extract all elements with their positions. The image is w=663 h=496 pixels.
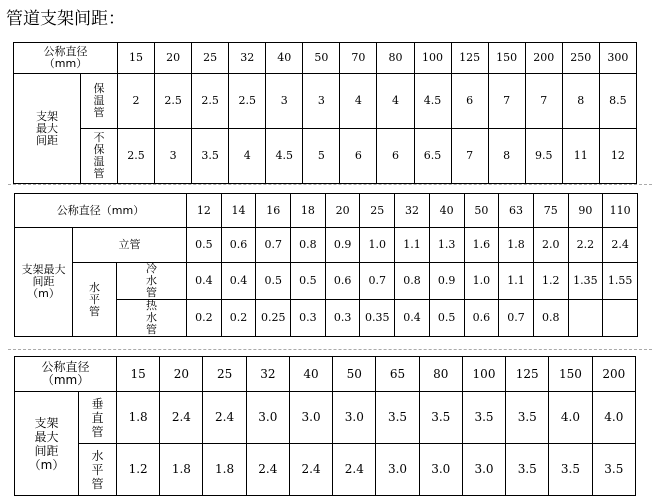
spacing-cell: 3.0 [289,392,332,444]
spacing-cell: 0.7 [499,300,534,337]
header-label: 公称直径（mm） [15,194,187,228]
spacing-cell: 0.25 [256,300,291,337]
row-label: 水 平 管 [79,444,117,496]
diameter-cell: 250 [562,43,599,74]
spacing-cell: 0.9 [325,228,360,263]
group-label: 支架 最大 间距 （m） [15,392,79,496]
spacing-cell: 3.5 [506,392,549,444]
spacing-cell: 0.5 [256,263,291,300]
pipe-support-table-2 [14,193,638,337]
spacing-cell: 0.6 [325,263,360,300]
spacing-cell: 3.0 [246,392,289,444]
pipe-support-table-3 [14,356,636,496]
diameter-cell: 40 [429,194,464,228]
spacing-cell: 1.55 [603,263,638,300]
spacing-cell: 4.5 [266,129,303,184]
header-row [15,194,638,228]
horizontal-pipe-label: 水 平 管 [73,263,117,337]
spacing-cell: 2.5 [118,129,155,184]
spacing-cell: 0.8 [395,263,430,300]
diameter-cell: 90 [568,194,603,228]
spacing-cell: 3.0 [333,392,376,444]
diameter-cell: 16 [256,194,291,228]
spacing-cell: 3.5 [376,392,419,444]
data-row [15,228,638,263]
data-row [15,392,636,444]
row-label: 保 温 管 [81,74,118,129]
spacing-cell: 2.5 [229,74,266,129]
spacing-cell: 8.5 [599,74,636,129]
spacing-cell: 11 [562,129,599,184]
diameter-cell: 32 [395,194,430,228]
diameter-cell: 150 [488,43,525,74]
spacing-cell: 3 [155,129,192,184]
spacing-cell: 3.5 [506,444,549,496]
spacing-cell: 0.7 [256,228,291,263]
diameter-cell: 125 [506,357,549,392]
pipe-support-table-1 [13,42,637,184]
spacing-cell: 3.5 [462,392,505,444]
diameter-cell: 20 [325,194,360,228]
spacing-cell: 3.0 [419,444,462,496]
row-label: 不 保 温 管 [81,129,118,184]
vertical-pipe-label: 立管 [73,228,187,263]
header-label: 公称直径 （mm） [15,357,117,392]
spacing-cell: 4 [229,129,266,184]
header-row [14,43,637,74]
spacing-cell: 2.4 [203,392,246,444]
diameter-cell: 125 [451,43,488,74]
spacing-cell: 0.8 [291,228,326,263]
diameter-cell: 18 [291,194,326,228]
spacing-cell: 1.3 [429,228,464,263]
header-row [15,357,636,392]
spacing-cell: 3 [266,74,303,129]
spacing-cell: 4.0 [549,392,592,444]
diameter-cell: 200 [525,43,562,74]
spacing-cell: 2.0 [533,228,568,263]
spacing-cell: 4.5 [414,74,451,129]
diameter-cell: 32 [229,43,266,74]
spacing-cell: 3 [303,74,340,129]
diameter-cell: 25 [203,357,246,392]
diameter-cell: 40 [289,357,332,392]
diameter-cell: 100 [414,43,451,74]
spacing-cell: 0.2 [221,300,256,337]
spacing-cell [603,300,638,337]
spacing-cell: 0.5 [187,228,222,263]
diameter-cell: 20 [155,43,192,74]
spacing-cell: 3.5 [592,444,635,496]
spacing-cell: 4 [340,74,377,129]
spacing-cell: 0.4 [395,300,430,337]
spacing-cell: 6.5 [414,129,451,184]
spacing-cell: 4 [377,74,414,129]
diameter-cell: 25 [192,43,229,74]
diameter-cell: 15 [118,43,155,74]
spacing-cell: 2.2 [568,228,603,263]
spacing-cell: 5 [303,129,340,184]
spacing-cell: 0.9 [429,263,464,300]
diameter-cell: 100 [462,357,505,392]
spacing-cell: 0.5 [429,300,464,337]
page-title: 管道支架间距： [6,9,125,29]
diameter-cell: 50 [464,194,499,228]
spacing-cell: 1.2 [117,444,160,496]
diameter-cell: 80 [377,43,414,74]
spacing-cell: 0.35 [360,300,395,337]
data-row [15,263,638,300]
group-label: 支架最大 间距 （m） [15,228,73,337]
spacing-cell: 8 [562,74,599,129]
diameter-cell: 110 [603,194,638,228]
divider [8,349,652,350]
diameter-cell: 20 [160,357,203,392]
diameter-cell: 15 [117,357,160,392]
spacing-cell: 1.0 [360,228,395,263]
spacing-cell: 0.3 [325,300,360,337]
spacing-cell: 0.5 [291,263,326,300]
diameter-cell: 70 [340,43,377,74]
row-label: 热 水 管 [117,300,187,337]
spacing-cell: 0.4 [221,263,256,300]
spacing-cell: 6 [340,129,377,184]
spacing-cell: 1.1 [395,228,430,263]
spacing-cell: 1.2 [533,263,568,300]
header-label: 公称直径 （mm） [14,43,118,74]
spacing-cell: 1.8 [499,228,534,263]
spacing-cell: 1.35 [568,263,603,300]
spacing-cell: 3.5 [549,444,592,496]
spacing-cell: 3.0 [376,444,419,496]
spacing-cell: 0.8 [533,300,568,337]
data-row [15,444,636,496]
spacing-cell: 0.2 [187,300,222,337]
data-row [14,74,637,129]
spacing-cell: 9.5 [525,129,562,184]
spacing-cell: 8 [488,129,525,184]
diameter-cell: 32 [246,357,289,392]
spacing-cell: 2.4 [603,228,638,263]
spacing-cell: 3.0 [462,444,505,496]
diameter-cell: 14 [221,194,256,228]
spacing-cell: 3.5 [192,129,229,184]
row-label: 冷 水 管 [117,263,187,300]
divider [8,184,652,185]
spacing-cell: 0.6 [221,228,256,263]
spacing-cell: 0.3 [291,300,326,337]
group-label: 支架 最大 间距 [14,74,81,184]
spacing-cell: 1.6 [464,228,499,263]
spacing-cell: 1.8 [203,444,246,496]
spacing-cell: 6 [451,74,488,129]
diameter-cell: 80 [419,357,462,392]
diameter-cell: 150 [549,357,592,392]
spacing-cell: 7 [488,74,525,129]
spacing-cell: 2.5 [155,74,192,129]
diameter-cell: 200 [592,357,635,392]
spacing-cell: 2 [118,74,155,129]
diameter-cell: 25 [360,194,395,228]
data-row [14,129,637,184]
spacing-cell: 2.4 [333,444,376,496]
spacing-cell [568,300,603,337]
spacing-cell: 2.4 [289,444,332,496]
spacing-cell: 0.7 [360,263,395,300]
spacing-cell: 0.6 [464,300,499,337]
diameter-cell: 50 [303,43,340,74]
spacing-cell: 4.0 [592,392,635,444]
diameter-cell: 75 [533,194,568,228]
diameter-cell: 40 [266,43,303,74]
spacing-cell: 0.4 [187,263,222,300]
diameter-cell: 63 [499,194,534,228]
diameter-cell: 12 [187,194,222,228]
spacing-cell: 2.5 [192,74,229,129]
spacing-cell: 1.8 [117,392,160,444]
spacing-cell: 3.5 [419,392,462,444]
row-label: 垂 直 管 [79,392,117,444]
spacing-cell: 6 [377,129,414,184]
spacing-cell: 1.0 [464,263,499,300]
spacing-cell: 7 [451,129,488,184]
diameter-cell: 65 [376,357,419,392]
spacing-cell: 1.8 [160,444,203,496]
spacing-cell: 12 [599,129,636,184]
spacing-cell: 1.1 [499,263,534,300]
spacing-cell: 2.4 [246,444,289,496]
diameter-cell: 50 [333,357,376,392]
spacing-cell: 2.4 [160,392,203,444]
spacing-cell: 7 [525,74,562,129]
diameter-cell: 300 [599,43,636,74]
